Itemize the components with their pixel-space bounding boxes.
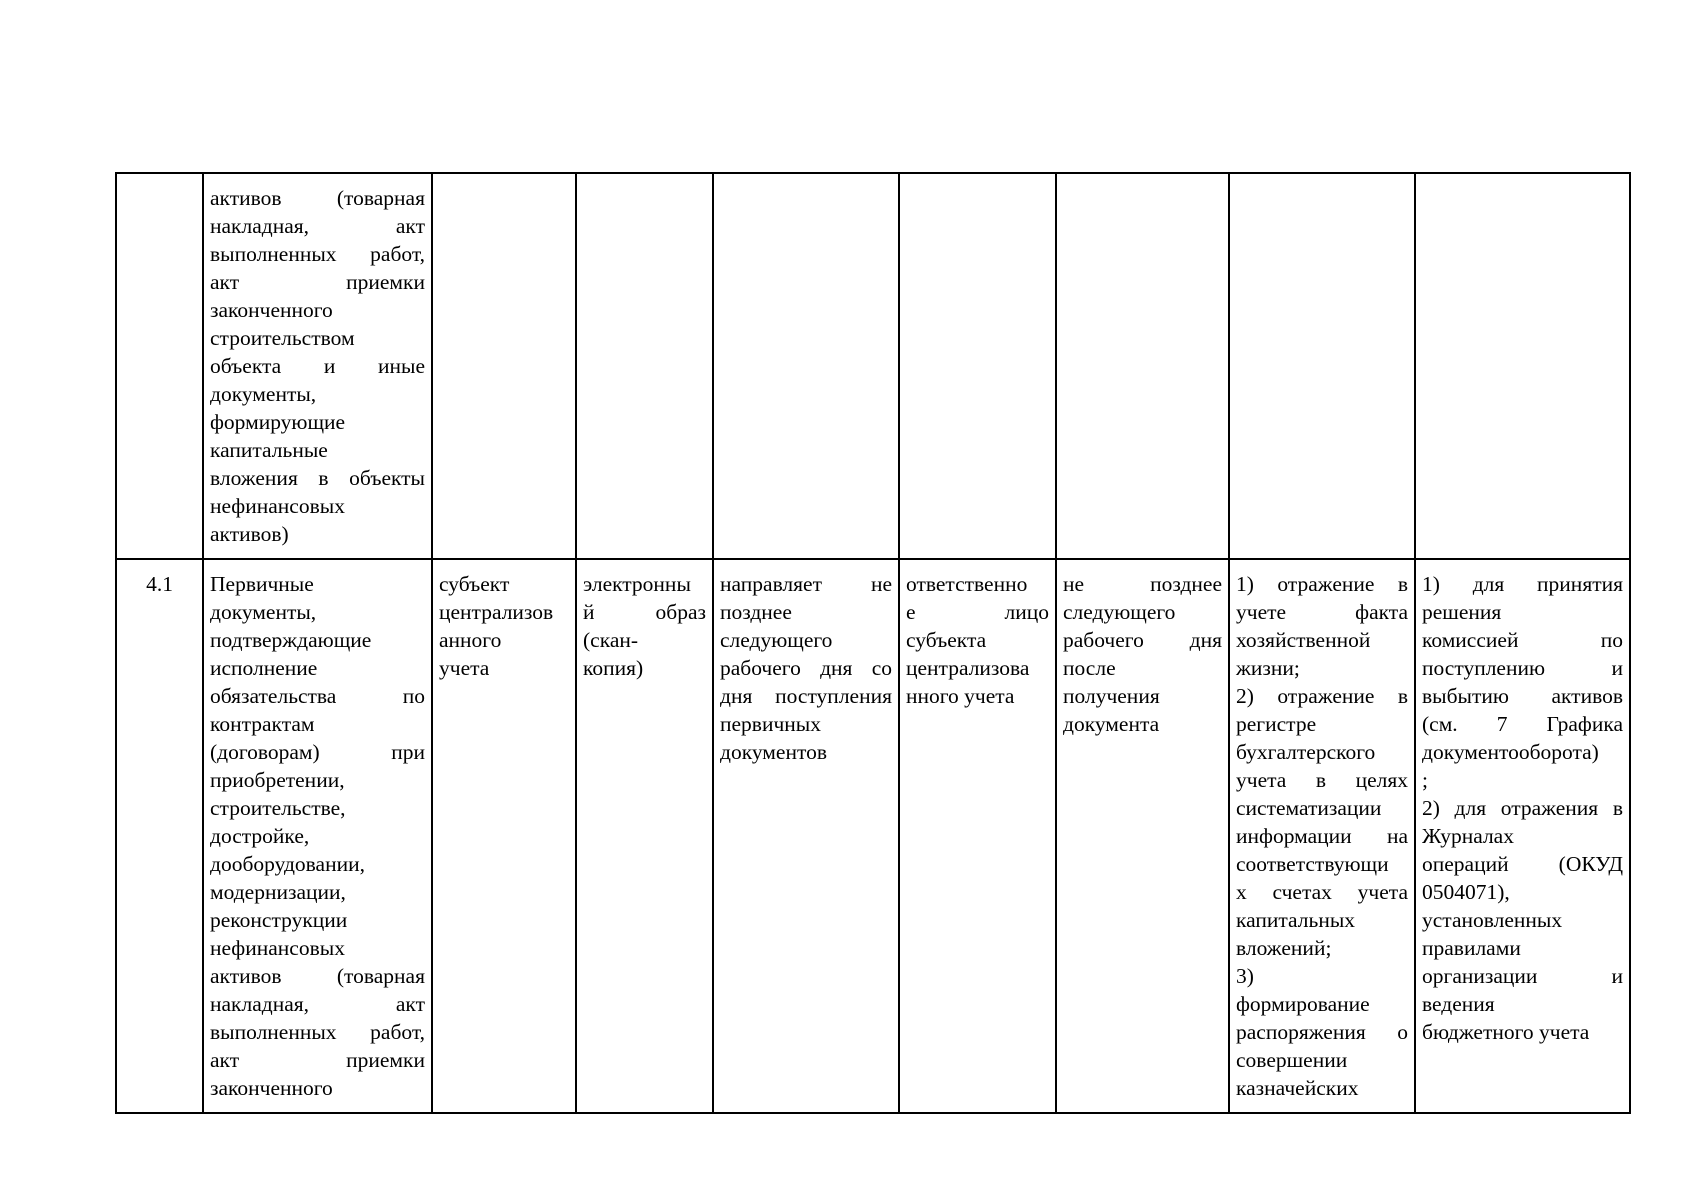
document-name-text <box>210 570 425 1102</box>
text-line: й образ <box>583 600 706 624</box>
text-line: законченного <box>210 1076 333 1100</box>
text-line: активов) <box>210 522 289 546</box>
text-line: 0504071), <box>1422 880 1510 904</box>
text-line: направляет не <box>720 572 892 596</box>
text-line: учета в целях <box>1236 768 1408 792</box>
purpose-cell <box>1415 173 1630 559</box>
text-line: законченного <box>210 298 333 322</box>
text-line: дня поступления <box>720 684 892 708</box>
responsible-cell <box>899 559 1056 1113</box>
text-line: казначейских <box>1236 1076 1359 1100</box>
text-line: анного <box>439 628 502 652</box>
text-line: субъекта <box>906 628 987 652</box>
text-line: контрактам <box>210 712 315 736</box>
text-line: операций (ОКУД <box>1422 852 1623 876</box>
text-line: следующего <box>1063 600 1176 624</box>
text-line: строительстве, <box>210 796 346 820</box>
text-line: ; <box>1422 768 1428 792</box>
sender-text <box>439 570 569 682</box>
text-line: субъект <box>439 572 510 596</box>
text-line: копия) <box>583 656 644 680</box>
text-line: 2) для отражения в <box>1422 796 1623 820</box>
text-line: систематизации <box>1236 796 1382 820</box>
text-line: капитальных <box>1236 908 1356 932</box>
text-line: 3) <box>1236 964 1254 988</box>
text-line: учета <box>439 656 490 680</box>
text-line: модернизации, <box>210 880 346 904</box>
text-line: после <box>1063 656 1116 680</box>
text-line: ответственно <box>906 572 1028 596</box>
text-line: выбытию активов <box>1422 684 1623 708</box>
text-line: достройке, <box>210 824 310 848</box>
text-line: учете факта <box>1236 600 1408 624</box>
text-line: 2) отражение в <box>1236 684 1408 708</box>
text-line: акт приемки <box>210 270 425 294</box>
text-line: вложения в объекты <box>210 466 425 490</box>
table-row <box>116 559 1630 1113</box>
row-number-cell <box>116 173 203 559</box>
text-line: обязательства по <box>210 684 425 708</box>
document-name-cell <box>203 559 432 1113</box>
text-line: е лицо <box>906 600 1049 624</box>
text-line: объекта и иные <box>210 354 425 378</box>
text-line: подтверждающие <box>210 628 372 652</box>
text-line: формирующие <box>210 410 346 434</box>
text-line: (скан- <box>583 628 639 652</box>
text-line: электронны <box>583 572 691 596</box>
text-line: бюджетного учета <box>1422 1020 1590 1044</box>
text-line: позднее <box>720 600 792 624</box>
text-line: регистре <box>1236 712 1317 736</box>
text-line: соответствующи <box>1236 852 1389 876</box>
text-line: поступлению и <box>1422 656 1623 680</box>
text-line: следующего <box>720 628 833 652</box>
text-line: дооборудовании, <box>210 852 365 876</box>
text-line: формирование <box>1236 992 1370 1016</box>
text-line: решения <box>1422 600 1502 624</box>
text-line: Журналах <box>1422 824 1514 848</box>
document-name-text <box>210 184 425 548</box>
deadline-text <box>1063 570 1222 738</box>
text-line: исполнение <box>210 656 318 680</box>
term-cell <box>713 559 899 1113</box>
action-cell <box>1229 559 1415 1113</box>
responsible-cell <box>899 173 1056 559</box>
term-cell <box>713 173 899 559</box>
text-line: распоряжения о <box>1236 1020 1408 1044</box>
text-line: документы, <box>210 382 317 406</box>
row-number-cell: 4.1 <box>116 559 203 1113</box>
text-line: централизов <box>439 600 554 624</box>
term-text <box>720 570 892 766</box>
text-line: нного учета <box>906 684 1015 708</box>
text-line: рабочего дня <box>1063 628 1222 652</box>
text-line: (см. 7 Графика <box>1422 712 1623 736</box>
format-cell <box>576 173 713 559</box>
text-line: х счетах учета <box>1236 880 1408 904</box>
text-line: правилами <box>1422 936 1521 960</box>
text-line: активов (товарная <box>210 186 425 210</box>
text-line: 1) отражение в <box>1236 572 1408 596</box>
text-line: не позднее <box>1063 572 1222 596</box>
action-text <box>1236 570 1408 1102</box>
text-line: хозяйственной <box>1236 628 1371 652</box>
text-line: организации и <box>1422 964 1623 988</box>
text-line: документов <box>720 740 827 764</box>
text-line: 1) для принятия <box>1422 572 1623 596</box>
text-line: рабочего дня со <box>720 656 892 680</box>
text-line: документооборота) <box>1422 740 1599 764</box>
text-line: накладная, акт <box>210 992 425 1016</box>
text-line: получения <box>1063 684 1160 708</box>
text-line: документы, <box>210 600 317 624</box>
text-line: информации на <box>1236 824 1408 848</box>
text-line: жизни; <box>1236 656 1300 680</box>
format-text <box>583 570 706 682</box>
text-line: совершении <box>1236 1048 1348 1072</box>
responsible-text <box>906 570 1049 710</box>
text-line: установленных <box>1422 908 1563 932</box>
text-line: централизова <box>906 656 1030 680</box>
text-line: акт приемки <box>210 1048 425 1072</box>
text-line: нефинансовых <box>210 494 345 518</box>
text-line: первичных <box>720 712 821 736</box>
text-line: выполненных работ, <box>210 242 425 266</box>
purpose-cell <box>1415 559 1630 1113</box>
text-line: документа <box>1063 712 1160 736</box>
text-line: накладная, акт <box>210 214 425 238</box>
text-line: капитальные <box>210 438 328 462</box>
deadline-cell <box>1056 559 1229 1113</box>
text-line: вложений; <box>1236 936 1332 960</box>
table-row <box>116 173 1630 559</box>
format-cell <box>576 559 713 1113</box>
text-line: Первичные <box>210 572 314 596</box>
text-line: выполненных работ, <box>210 1020 425 1044</box>
text-line: нефинансовых <box>210 936 345 960</box>
document-name-cell <box>203 173 432 559</box>
text-line: приобретении, <box>210 768 345 792</box>
purpose-text <box>1422 570 1623 1046</box>
text-line: (договорам) при <box>210 740 425 764</box>
action-cell <box>1229 173 1415 559</box>
text-line: строительством <box>210 326 355 350</box>
text-line: ведения <box>1422 992 1495 1016</box>
deadline-cell <box>1056 173 1229 559</box>
text-line: бухгалтерского <box>1236 740 1376 764</box>
document-flow-table <box>115 172 1631 1114</box>
sender-cell <box>432 173 576 559</box>
text-line: комиссией по <box>1422 628 1623 652</box>
text-line: активов (товарная <box>210 964 425 988</box>
sender-cell <box>432 559 576 1113</box>
text-line: реконструкции <box>210 908 348 932</box>
